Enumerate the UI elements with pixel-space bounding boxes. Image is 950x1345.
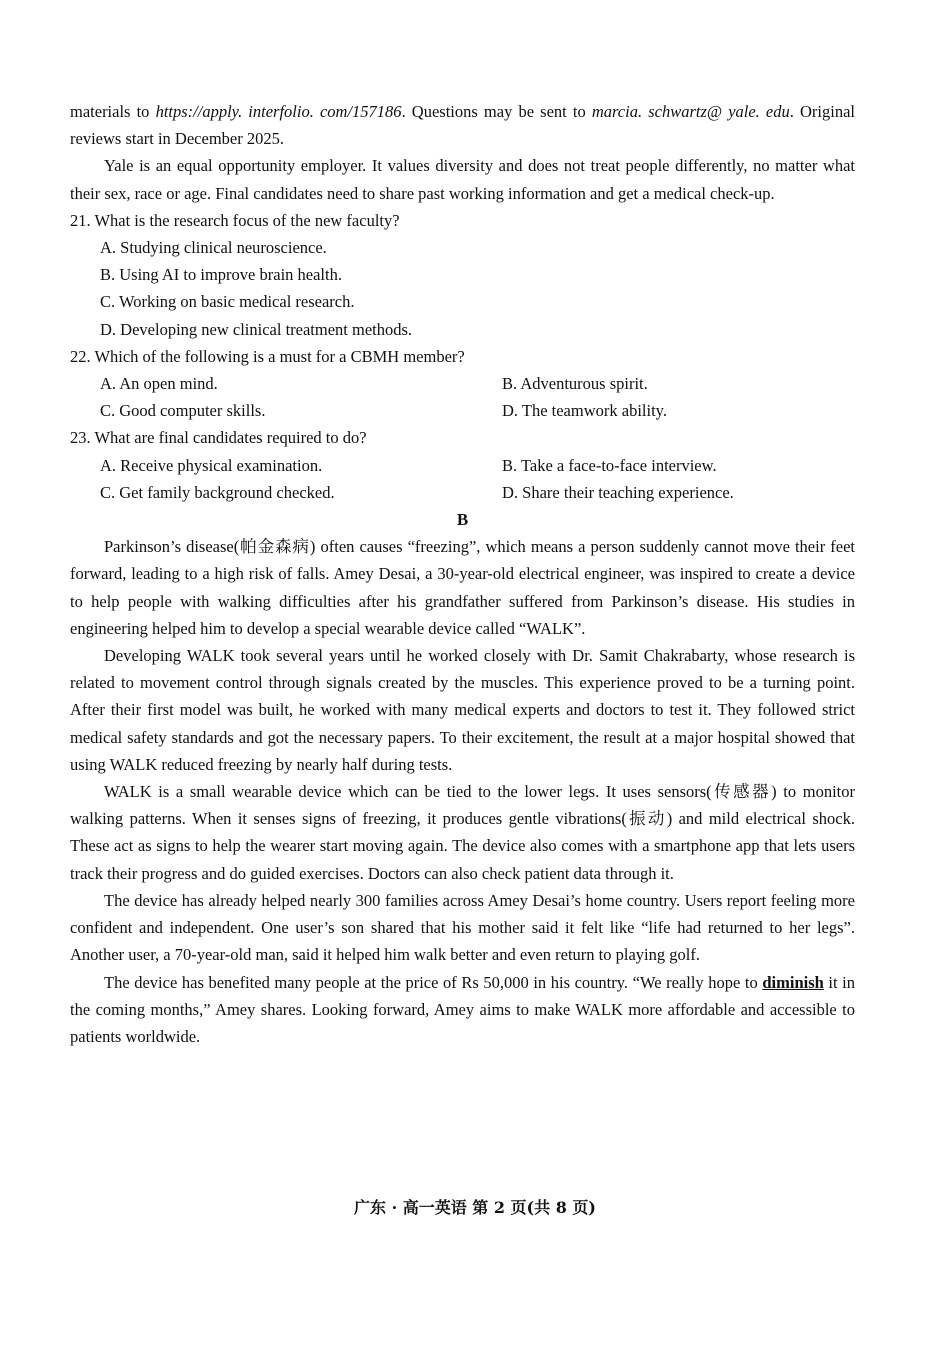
text: . Questions may be sent to bbox=[401, 102, 592, 121]
options-row bbox=[70, 370, 855, 397]
option-b: B. Adventurous spirit. bbox=[502, 374, 648, 394]
option-c: C. Working on basic medical research. bbox=[100, 292, 355, 312]
options-row bbox=[70, 452, 855, 479]
section-heading: B bbox=[456, 510, 469, 530]
options-row bbox=[70, 479, 855, 506]
page-content bbox=[70, 98, 855, 1050]
application-url: https://apply. interfolio. com/157186 bbox=[155, 102, 402, 121]
passage-b-paragraph bbox=[70, 969, 855, 1051]
option-a: A. Receive physical examination. bbox=[100, 455, 323, 475]
passage-b-paragraph: WALK is a small wearable device which can be tied to the lower legs. It uses sensors(传感器) to monitor walking patterns. When it senses signs of freezing, it produces gentle vibrations(振动) and mild electrical shock. These act as signs to help the wearer start moving again. The device also comes with a smartphone app that lets users track their progress and do guided exercises. Doctors can also check patient data through it. bbox=[70, 782, 855, 883]
question-23 bbox=[70, 424, 855, 506]
option-b: B. Using AI to improve brain health. bbox=[100, 265, 342, 285]
page-footer: 广东 · 高一英语 第 2 页(共 8 页) bbox=[354, 1198, 596, 1217]
text: it in the coming months,” Amey shares. Looking forward, Amey aims to make WALK more affordable and accessible to patients worldwide. bbox=[70, 972, 855, 1046]
options-row bbox=[70, 397, 855, 424]
question-stem: 21. What is the research focus of the new faculty? bbox=[70, 210, 400, 230]
option-d: D. The teamwork ability. bbox=[502, 401, 667, 421]
passage-b-paragraph: Developing WALK took several years until he worked closely with Dr. Samit Chakrabarty, whose research is related to movement control through signals created by the muscles. This experience proved to be a turning point. After their first model was built, he worked with many medical experts and doctors to test it. They followed strict medical safety standards and got the necessary papers. To their excitement, the result at a major hospital showed that using WALK reduced freezing by nearly half during tests. bbox=[70, 646, 855, 774]
option-a: A. An open mind. bbox=[100, 374, 218, 394]
option-c: C. Good computer skills. bbox=[100, 401, 266, 421]
text: . Original reviews start in December 2025. bbox=[70, 102, 855, 149]
question-stem: 22. Which of the following is a must for a CBMH member? bbox=[70, 346, 465, 366]
contact-email: marcia. schwartz@ yale. edu bbox=[591, 102, 790, 121]
option-d: D. Developing new clinical treatment methods. bbox=[100, 319, 413, 339]
passage-b-paragraph: The device has already helped nearly 300 families across Amey Desai’s home country. Users report feeling more confident and independent. One user’s son shared that his mother said it felt like “life had returned to her legs”. Another user, a 70-year-old man, said it helped him walk better and even return to playing golf. bbox=[70, 890, 855, 965]
passage-a-paragraph: Yale is an equal opportunity employer. It values diversity and does not treat people differently, no matter what their sex, race or age. Final candidates need to share past working information and get a medical check-up. bbox=[70, 156, 855, 203]
text: materials to bbox=[70, 102, 156, 121]
option-d: D. Share their teaching experience. bbox=[502, 482, 734, 502]
text: The device has benefited many people at the price of Rs 50,000 in his country. “We really hope to bbox=[104, 972, 763, 992]
option-b: B. Take a face-to-face interview. bbox=[502, 455, 717, 475]
option-a: A. Studying clinical neuroscience. bbox=[100, 238, 327, 258]
underlined-word: diminish bbox=[762, 972, 824, 992]
passage-b-paragraph: Parkinson’s disease(帕金森病) often causes “freezing”, which means a person suddenly cannot move their feet forward, leading to a high risk of falls. Amey Desai, a 30-year-old electrical engineer, was inspired to create a device to help people with walking difficulties after his grandfather suffered from Parkinson’s disease. His studies in engineering helped him to develop a special wearable device called “WALK”. bbox=[70, 537, 855, 638]
question-22 bbox=[70, 343, 855, 425]
question-21 bbox=[70, 207, 855, 343]
question-stem: 23. What are final candidates required to do? bbox=[70, 428, 367, 448]
passage-a-paragraph bbox=[70, 98, 855, 152]
option-c: C. Get family background checked. bbox=[100, 482, 335, 502]
